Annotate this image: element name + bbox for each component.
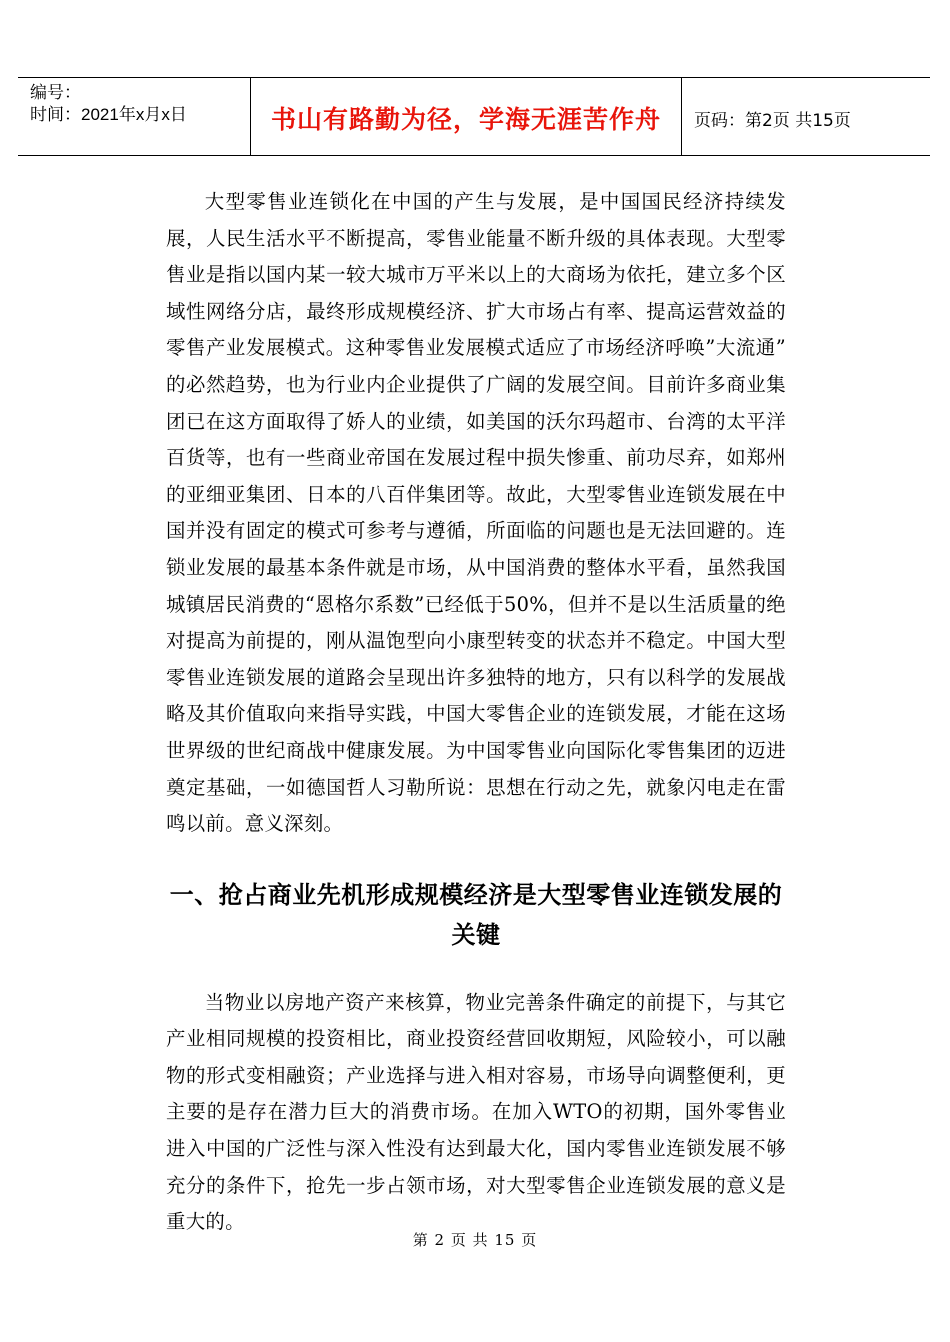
document-number-label: 编号： (30, 83, 81, 102)
section-heading: 一、抢占商业先机形成规模经济是大型零售业连锁发展的关键 (169, 880, 783, 949)
body-paragraph: 当物业以房地产资产来核算，物业完善条件确定的前提下，与其它产业相同规模的投资相比，商业投资经营回收期短，风险较小，可以融物的形式变相融资；产业选择与进入相对容易，市场导向调整便利，更主要的是存在潜力巨大的消费市场。在加入WTO的初期，国外零售业进入中国的广泛性与深入性没有达到最大化，国内零售业连锁发展不够充分的条件下，抢先一步占领市场，对大型零售企业连锁发展的意义是重大的。 (166, 990, 786, 1234)
document-time-label: 时间：2021年x月x日 (30, 105, 187, 124)
header-motto-cell (251, 78, 682, 155)
header-motto: 书山有路勤为径，学海无涯苦作舟 (270, 104, 661, 134)
footer-page-number: 第 2 页 共 15 页 (412, 1231, 538, 1249)
document-body (166, 184, 786, 1241)
header-page-label: 页码：第2页 共15页 (694, 111, 851, 131)
header-meta-cell (18, 78, 251, 155)
body-paragraph: 大型零售业连锁化在中国的产生与发展，是中国国民经济持续发展，人民生活水平不断提高，零售业能量不断升级的具体表现。大型零售业是指以国内某一较大城市万平米以上的大商场为依托，建立多个区域性网络分店，最终形成规模经济、扩大市场占有率、提高运营效益的零售产业发展模式。这种零售业发展模式适应了市场经济呼唤”大流通” 的必然趋势，也为行业内企业提供了广阔的发展空间。目前许多商业集团已在这方面取得了娇人的业绩，如美国的沃尔玛超市、台湾的太平洋百货等，也有一些商业帝国在发展过程中损失惨重、前功尽弃，如郑州的亚细亚集团、日本的八百伴集团等。故此，大型零售业连锁发展在中国并没有固定的模式可参考与遵循，所面临的问题也是无法回避的。连锁业发展的最基本条件就是市场，从中国消费的整体水平看，虽然我国城镇居民消费的“恩格尔系数”已经低于50%，但并不是以生活质量的绝对提高为前提的，刚从温饱型向小康型转变的状态并不稳定。中国大型零售业连锁发展的道路会呈现出许多独特的地方，只有以科学的发展战略及其价值取向来指导实践，中国大零售企业的连锁发展，才能在这场世界级的世纪商战中健康发展。为中国零售业向国际化零售集团的迈进奠定基础，一如德国哲人习勒所说：思想在行动之先，就象闪电走在雷鸣以前。意义深刻。 (166, 190, 786, 836)
page-footer (90, 1229, 950, 1250)
page-header (18, 77, 930, 156)
header-page-cell (682, 80, 930, 157)
